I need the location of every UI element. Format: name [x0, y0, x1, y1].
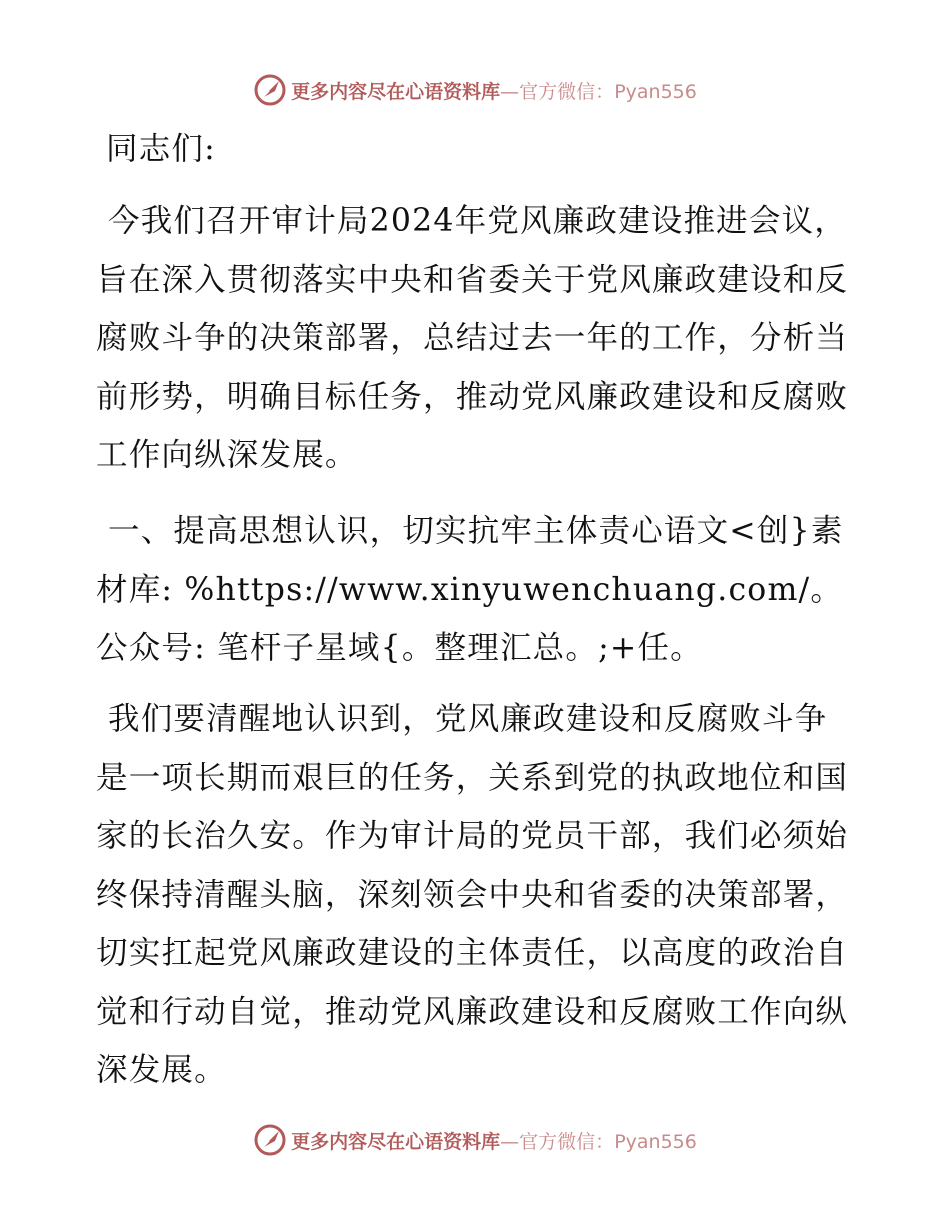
- watermark-wechat-id: Pyan556: [614, 1130, 697, 1153]
- header-watermark: [0, 70, 950, 110]
- paragraph-1: 今我们召开审计局2024年党风廉政建设推进会议，旨在深入贯彻落实中央和省委关于党风廉政建设和反腐败斗争的决策部署，总结过去一年的工作，分析当前形势，明确目标任务，推动党风廉政建设和反腐败工作向纵深发展。: [96, 203, 849, 473]
- watermark-wechat-label: 官方微信：: [519, 1130, 615, 1153]
- feather-pen-logo-icon: [253, 1123, 287, 1157]
- watermark-main-text: 更多内容尽在心语资料库: [291, 1130, 501, 1153]
- watermark-separator: —: [500, 1130, 520, 1153]
- feather-pen-logo-icon: [253, 73, 287, 107]
- watermark-wechat-label: 官方微信：: [519, 80, 615, 103]
- watermark-wechat-id: Pyan556: [614, 80, 697, 103]
- watermark-separator: —: [500, 80, 520, 103]
- watermark-main-text: 更多内容尽在心语资料库: [291, 80, 501, 103]
- section-heading-1: 一、提高思想认识，切实抗牢主体责心语文<创}素材库: %https://www.xinyuwenchuang.com/。公众号: 笔杆子星域{。整理汇总。;+任。: [96, 513, 844, 666]
- salutation: 同志们:: [106, 131, 216, 167]
- paragraph-2: 我们要清醒地认识到，党风廉政建设和反腐败斗争是一项长期而艰巨的任务，关系到党的执政地位和国家的长治久安。作为审计局的党员干部，我们必须始终保持清醒头脑，深刻领会中央和省委的决策部署，切实扛起党风廉政建设的主体责任，以高度的政治自觉和行动自觉，推动党风廉政建设和反腐败工作向纵深发展。: [96, 701, 849, 1088]
- footer-watermark: [0, 1120, 950, 1160]
